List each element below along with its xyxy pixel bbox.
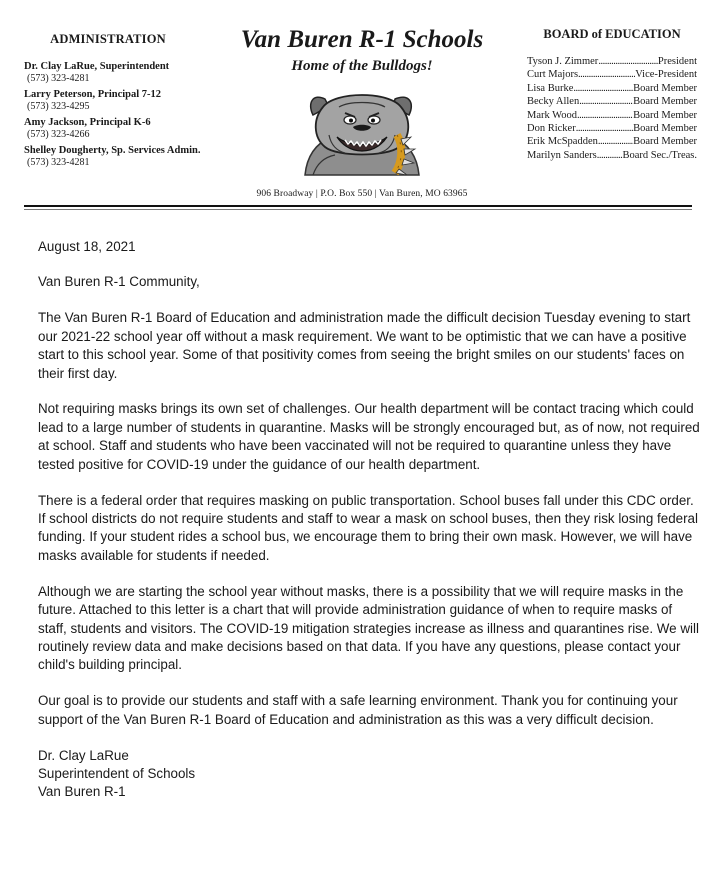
admin-name: Amy Jackson, Principal K-6 [24,117,151,128]
school-motto: Home of the Bulldogs! [291,58,433,74]
letter-paragraph: There is a federal order that requires masking on public transportation. School buses fall under this CDC order. If school districts do not require students and staff to wear a mask on school buses, then they risk losing federal funding. If your student rides a school bus, we encourage them to bring their own mask. However, we will have masks available for students if needed. [38,492,698,563]
letter-body [38,238,702,802]
board-member-role: Board Member [633,96,697,108]
board-member-role: Board Sec./Treas. [622,149,697,161]
board-member-row [527,95,697,108]
board-member-row [527,55,697,68]
letter-paragraph: Our goal is to provide our students and staff with a safe learning environment. Thank you for continuing your support of the Van Buren R-1 Board of Education and administration as this was a very difficult decision. [38,693,678,727]
admin-phone: (573) 323-4281 [27,73,90,84]
signature-name: Dr. Clay LaRue [38,747,129,763]
admin-name: Shelley Dougherty, Sp. Services Admin. [24,145,201,156]
admin-entry [24,60,224,85]
school-name: Van Buren R-1 Schools [240,26,484,53]
letter-paragraph: Although we are starting the school year without masks, there is a possibility that we will require masks in the future. Attached to this letter is a chart that will provide administration guidance of when to require masks of staff, students and visitors. The COVID-19 mitigation strategies increase as illness and quarantines rise. We will routinely review data and make decisions based on that data. If you have any questions, please contact your child's building principal. [38,583,699,673]
board-member-row [527,68,697,81]
leader-dots [573,82,633,95]
letter-salutation: Van Buren R-1 Community, [38,274,200,290]
board-member-role: Board Member [633,136,697,148]
leader-dots [577,109,633,122]
leader-dots [597,149,623,162]
address-line: 906 Broadway | P.O. Box 550 | Van Buren, MO 63965 [256,189,468,199]
signature-block [38,747,702,802]
board-member-name: Mark Wood [527,109,577,121]
board-member-row [527,135,697,148]
admin-name: Dr. Clay LaRue, Superintendent [24,61,170,72]
administration-heading: ADMINISTRATION [50,32,166,46]
board-member-name: Erik McSpadden [527,136,598,148]
signature-title: Superintendent of Schools [38,765,196,781]
letter-paragraph: The Van Buren R-1 Board of Education and administration made the difficult decision Tuesday evening to start our 2021-22 school year off without a mask requirement. We want to be optimistic that we can have a positive start to this school year. Some of that positivity comes from seeing the bright smiles on our students' faces on their first day. [38,310,691,381]
leader-dots [576,122,633,135]
letterhead-divider [24,205,692,207]
board-member-row [527,109,697,122]
board-member-name: Marilyn Sanders [527,149,597,161]
board-member-name: Curt Majors [527,69,579,81]
administration-block [24,32,224,172]
board-block [527,27,702,162]
board-member-row [527,82,697,95]
admin-entry [24,116,224,141]
board-member-role: Board Member [633,123,697,135]
admin-entry [24,144,224,169]
board-member-name: Don Ricker [527,123,576,135]
leader-dots [598,55,658,68]
board-member-name: Tyson J. Zimmer [527,56,599,67]
leader-dots [598,135,633,148]
board-member-name: Becky Allen [527,96,580,108]
leader-dots [579,95,633,108]
board-member-row [527,149,697,162]
board-member-role: Board Member [633,109,697,121]
admin-phone: (573) 323-4281 [27,157,90,168]
board-member-role: Board Member [633,82,697,94]
letter-date: August 18, 2021 [38,239,136,254]
board-member-role: Vice-President [635,69,697,81]
board-heading: BOARD of EDUCATION [543,27,681,41]
signature-org: Van Buren R-1 [38,784,126,800]
admin-name: Larry Peterson, Principal 7-12 [24,89,162,100]
admin-entry [24,88,224,113]
bulldog-mascot-icon [295,85,429,181]
board-member-row [527,122,697,135]
letter-paragraph: Not requiring masks brings its own set of challenges. Our health department will be contact tracing which could lead to a large number of students in quarantine. Masks will be strongly encouraged but, as of now, not required at school. Staff and students who have been vaccinated will not be required to quarantine unless they have tested positive for COVID-19 under the guidance of our health department. [38,401,700,472]
admin-phone: (573) 323-4295 [27,101,90,112]
board-member-name: Lisa Burke [527,82,574,94]
admin-phone: (573) 323-4266 [27,129,90,140]
board-member-role: President [657,56,697,67]
leader-dots [578,68,635,81]
letterhead-divider-thin [24,209,692,210]
letterhead-center [226,26,498,199]
